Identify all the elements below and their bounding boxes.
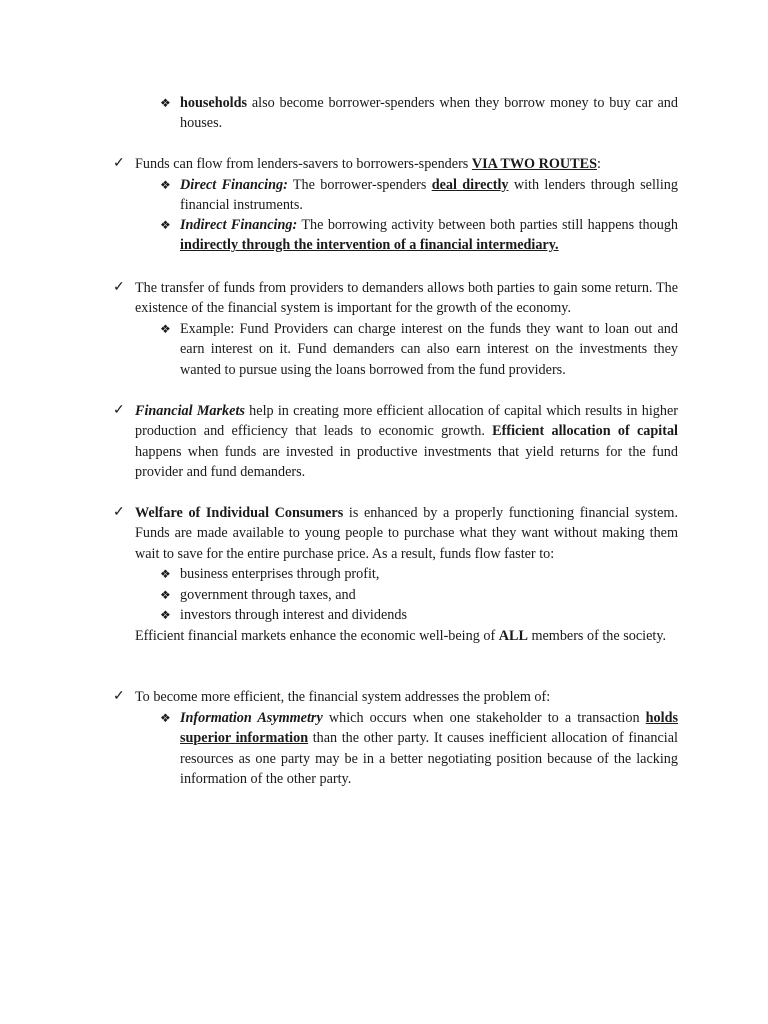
households-text: also become borrower-spenders when they borrow money to buy car and houses. bbox=[180, 95, 678, 132]
via-two-routes-emphasis: VIA TWO ROUTES bbox=[471, 156, 597, 172]
diamond-bullet-icon: ❖ bbox=[160, 608, 171, 622]
well-being-paragraph bbox=[135, 626, 678, 646]
business-bullet: business enterprises through profit, bbox=[180, 566, 380, 582]
two-routes-colon: : bbox=[596, 156, 601, 172]
two-routes-paragraph bbox=[135, 154, 678, 174]
financial-markets-label: Financial Markets bbox=[135, 403, 245, 419]
indirect-financing-label: Indirect Financing: bbox=[180, 217, 298, 233]
diamond-bullet-icon: ❖ bbox=[160, 178, 171, 192]
superior-information-emphasis: holds superior information bbox=[180, 710, 678, 747]
financial-markets-text-2: happens when funds are invested in productive investments that yield returns for the fund provider and fund demanders. bbox=[135, 443, 678, 481]
investors-bullet: investors through interest and dividends bbox=[180, 607, 407, 623]
well-being-text-2: members of the society. bbox=[527, 628, 667, 644]
well-being-text-1: Efficient financial markets enhance the economic well-being of bbox=[135, 628, 499, 644]
information-asymmetry-text-1: which occurs when one stakeholder to a transaction bbox=[322, 710, 646, 726]
deal-directly-emphasis: deal directly bbox=[431, 177, 509, 193]
households-bullet bbox=[180, 93, 678, 134]
government-bullet: government through taxes, and bbox=[180, 587, 356, 603]
checkmark-icon: ✓ bbox=[113, 505, 125, 520]
direct-financing-text-2: with lenders through selling financial instruments. bbox=[180, 177, 678, 214]
welfare-paragraph bbox=[135, 503, 678, 564]
checkmark-icon: ✓ bbox=[113, 689, 125, 704]
information-asymmetry-bullet bbox=[180, 708, 678, 790]
diamond-bullet-icon: ❖ bbox=[160, 218, 171, 232]
diamond-bullet-icon: ❖ bbox=[160, 588, 171, 602]
intermediary-emphasis: indirectly through the intervention of a financial intermediary. bbox=[180, 237, 559, 254]
information-asymmetry-text-2: than the other party. It causes inefficient allocation of financial resources as one party may be in a better negotiating position because of the lacking information of the other party. bbox=[180, 730, 678, 788]
direct-financing-text-1: The borrower-spenders bbox=[287, 177, 432, 193]
example-bullet: Example: Fund Providers can charge interest on the funds they want to loan out and earn interest on it. Fund demanders can also earn interest on the investments they wanted to pursue using the loans borrowed from the fund providers. bbox=[180, 321, 678, 378]
all-emphasis: ALL bbox=[498, 628, 528, 644]
direct-financing-bullet bbox=[180, 175, 678, 216]
indirect-financing-text: The borrowing activity between both parties still happens though bbox=[297, 217, 679, 233]
checkmark-icon: ✓ bbox=[113, 403, 125, 418]
two-routes-text: Funds can flow from lenders-savers to borrowers-spenders bbox=[135, 156, 472, 172]
checkmark-icon: ✓ bbox=[113, 156, 125, 171]
checkmark-icon: ✓ bbox=[113, 280, 125, 295]
welfare-text: is enhanced by a properly functioning financial system. Funds are made available to young people to purchase what they want without making them wait to save for the entire purchase price. As a result, funds flow faster to: bbox=[135, 505, 678, 562]
efficient-allocation-term: Efficient allocation of capital bbox=[492, 423, 678, 440]
diamond-bullet-icon: ❖ bbox=[160, 567, 171, 581]
efficiency-paragraph: To become more efficient, the financial system addresses the problem of: bbox=[135, 689, 551, 705]
financial-markets-text-1: help in creating more efficient allocation of capital which results in higher production and efficiency that leads to economic growth. bbox=[135, 403, 678, 440]
diamond-bullet-icon: ❖ bbox=[160, 96, 171, 110]
welfare-term: Welfare of Individual Consumers bbox=[135, 505, 344, 521]
households-term: households bbox=[180, 95, 248, 111]
information-asymmetry-label: Information Asymmetry bbox=[180, 710, 323, 726]
diamond-bullet-icon: ❖ bbox=[160, 711, 171, 725]
diamond-bullet-icon: ❖ bbox=[160, 322, 171, 336]
direct-financing-label: Direct Financing: bbox=[180, 177, 288, 193]
financial-markets-paragraph bbox=[135, 401, 678, 483]
indirect-financing-bullet bbox=[180, 215, 678, 256]
transfer-of-funds-paragraph: The transfer of funds from providers to demanders allows both parties to gain some return. The existence of the financial system is important for the growth of the economy. bbox=[135, 280, 678, 317]
